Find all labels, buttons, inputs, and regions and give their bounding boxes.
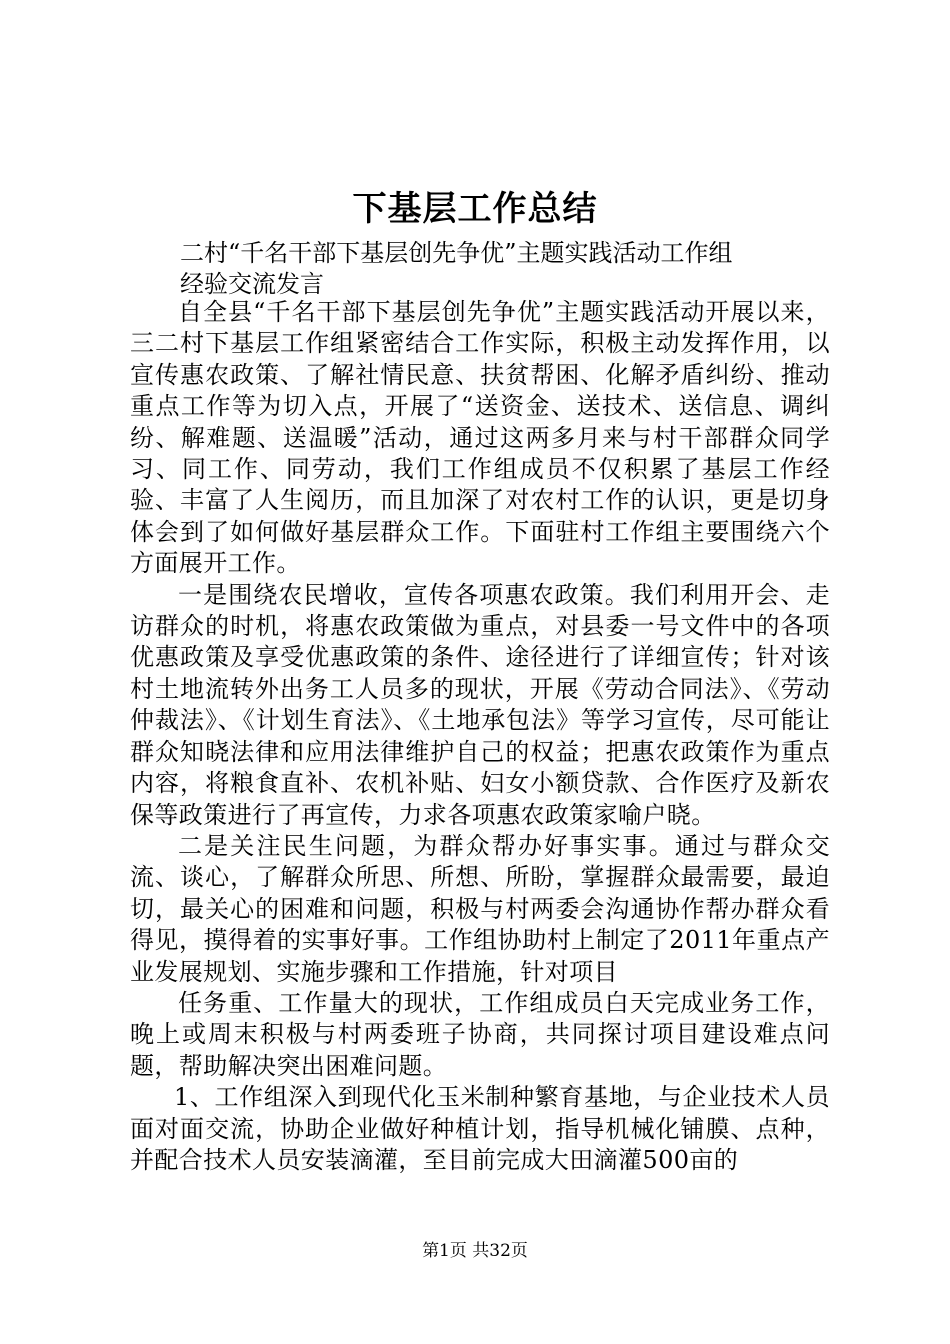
subtitle-line-2: 经验交流发言 — [180, 270, 324, 298]
document-body — [130, 297, 830, 1176]
paragraph-item-1: 1、工作组深入到现代化玉米制种繁育基地，与企业技术人员面对面交流，协助企业做好种植计划，指导机械化铺膜、点种，并配合技术人员安装滴灌，至目前完成大田滴灌500亩的 — [130, 1083, 830, 1174]
paragraph-intro: 自全县“千名干部下基层创先争优”主题实践活动开展以来，三二村下基层工作组紧密结合工作实际，积极主动发挥作用，以宣传惠农政策、了解社情民意、扶贫帮困、化解矛盾纠纷、推动重点工作等为切入点，开展了“送资金、送技术、送信息、调纠纷、解难题、送温暖”活动，通过这两多月来与村干部群众同学习、同工作、同劳动，我们工作组成员不仅积累了基层工作经验、丰富了人生阅历，而且加深了对农村工作的认识，更是切身体会到了如何做好基层群众工作。下面驻村工作组主要围绕六个方面展开工作。 — [130, 298, 830, 578]
page-indicator: 第1页 共32页 — [422, 1241, 528, 1261]
subtitle-line-1: 二村“千名干部下基层创先争优”主题实践活动工作组 — [180, 239, 733, 267]
paragraph-livelihood: 二是关注民生问题，为群众帮办好事实事。通过与群众交流、谈心，了解群众所思、所想、所盼，掌握群众最需要，最迫切，最关心的困难和问题，积极与村两委会沟通协作帮办群众看得见，摸得着的实事好事。工作组协助村上制定了2011年重点产业发展规划、实施步骤和工作措施，针对项目 — [130, 831, 830, 986]
paragraph-policy: 一是围绕农民增收，宣传各项惠农政策。我们利用开会、走访群众的时机，将惠农政策做为重点，对县委一号文件中的各项优惠政策及享受优惠政策的条件、途径进行了详细宣传；针对该村土地流转外出务工人员多的现状，开展《劳动合同法》、《劳动仲裁法》、《计划生育法》、《土地承包法》等学习宣传，尽可能让群众知晓法律和应用法律维护自己的权益；把惠农政策作为重点内容，将粮食直补、农机补贴、妇女小额贷款、合作医疗及新农保等政策进行了再宣传，力求各项惠农政策家喻户晓。 — [130, 580, 830, 829]
paragraph-tasks: 任务重、工作量大的现状，工作组成员白天完成业务工作，晚上或周末积极与村两委班子协商，共同探讨项目建设难点问题，帮助解决突出困难问题。 — [130, 988, 830, 1080]
document-title: 下基层工作总结 — [352, 189, 598, 229]
